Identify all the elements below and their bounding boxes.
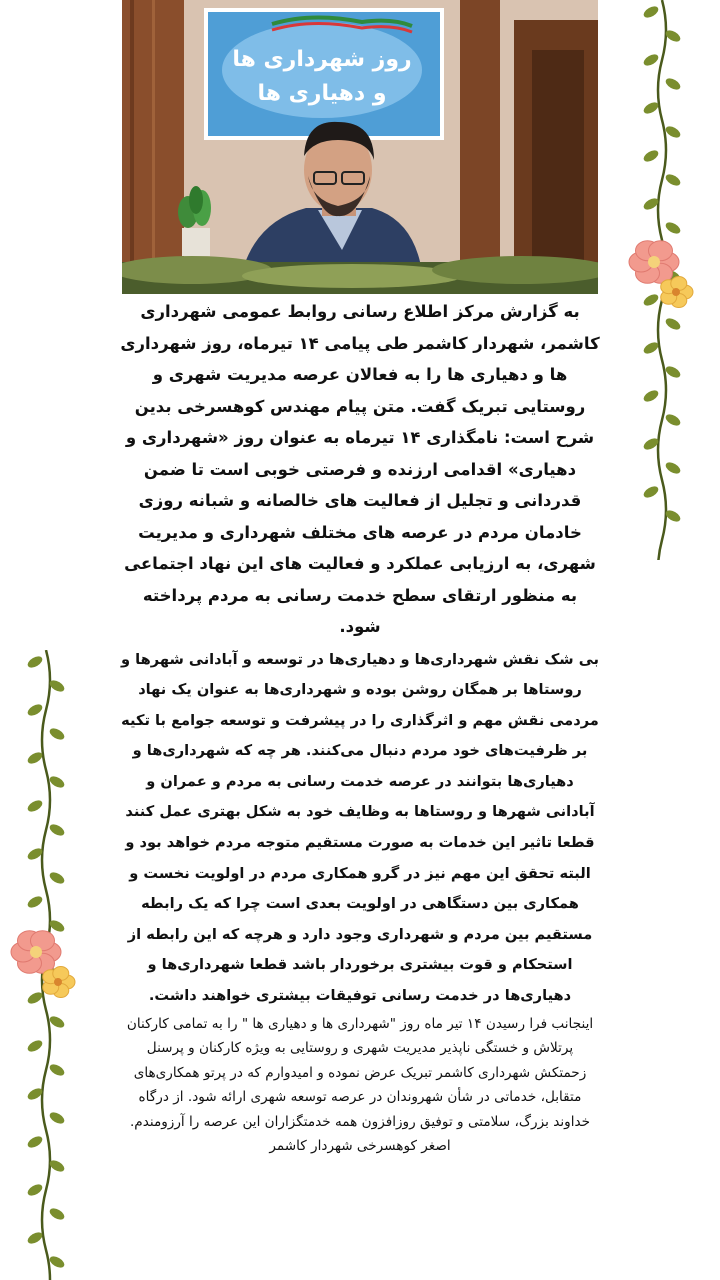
article-body (120, 296, 600, 1158)
banner (204, 8, 444, 140)
article-paragraph-message: اینجانب فرا رسیدن ۱۴ تیر ماه روز "شهرداری ها و دهیاری ها " را به تمامی کارکنان پرتلاش و خستگی ناپذیر مدیریت شهری و روستایی به ویژه کارکنان و پرسنل زحمتکش شهرداری کاشمر تبریک عرض نموده و امیدوارم که در پرتو همکاری‌های متقابل، خدماتی در شأن شهروندان در عرصه توسعه شهری ارائه شود. از درگاه خداوند بزرگ، سلامتی و توفیق روزافزون همه خدمتگزاران این عرصه را آرزومندم. (126, 1015, 594, 1130)
banner-line2: و دهیاری ها (257, 81, 387, 106)
floral-vine-left (0, 650, 112, 1280)
banner-line1: روز شهرداری ها (232, 47, 412, 72)
floral-vine-right (612, 0, 716, 560)
article-paragraph-intro: به گزارش مرکز اطلاع رسانی روابط عمومی شهرداری کاشمر، شهردار کاشمر طی پیامی ۱۴ تیرماه، روز شهرداری ها و دهیاری ها را به فعالان عرصه مدیریت شهری و روستایی تبریک گفت. متن پیام مهندس کوهسرخی بدین شرح است: نامگذاری ۱۴ تیرماه به عنوان روز «شهرداری و دهیاری» اقدامی ارزنده و فرصتی خوبی است تا ضمن قدردانی و تجلیل از فعالیت های خالصانه و شبانه روزی خادمان مردم در عرصه های مختلف شهرداری و مدیریت شهری، به ارزیابی عملکرد و فعالیت های این نهاد اجتماعی به منظور ارتقای سطح خدمت رسانی به مردم پرداخته شود. (120, 302, 600, 636)
header-photo (122, 0, 598, 294)
article-paragraph-role: بی شک نقش شهرداری‌ها و دهیاری‌ها در توسعه و آبادانی شهرها و روستاها بر همگان روشن بوده و شهرداری‌ها به عنوان یک نهاد مردمی نقش مهم و اثرگذاری را در پیشرفت و توسعه جوامع با تکیه بر ظرفیت‌های خود مردم دنبال می‌کنند. هر چه که شهرداری‌ها و دهیاری‌ها بتوانند در عرصه خدمت رسانی به مردم و عمران و آبادانی شهرها و روستاها به وظایف خود به شکل بهتری عمل کنند قطعا تاثیر این خدمات به صورت مستقیم متوجه مردم خواهد بود و البته تحقق این مهم نیز در گرو همکاری مردم در اولویت نخست و همکاری بین دستگاهی در اولویت بعدی است چرا که یک رابطه مستقیم بین مردم و شهرداری وجود دارد و هرچه که این رابطه از استحکام و قوت بیشتری برخوردار باشد قطعا شهرداری‌ها و دهیاری‌ها در خدمت رسانی توفیقات بیشتری خواهند داشت. (121, 650, 599, 1005)
signature: اصغر کوهسرخی شهردار کاشمر (269, 1138, 451, 1155)
